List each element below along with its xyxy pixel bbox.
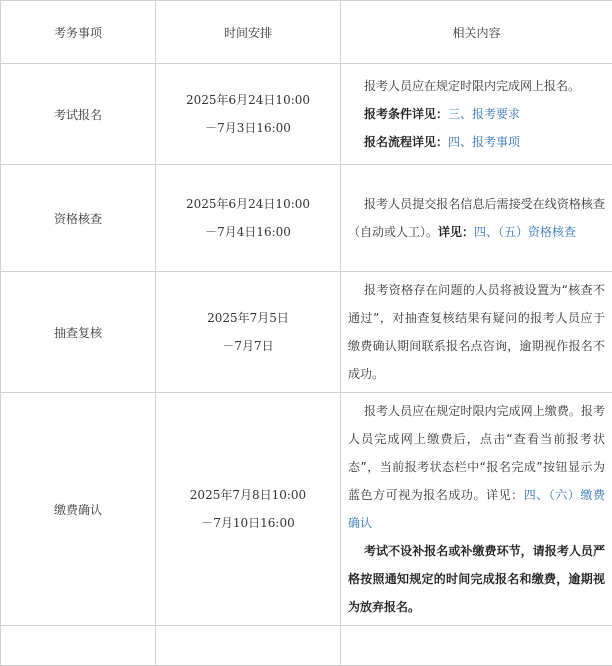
detail-line: [348, 128, 605, 156]
time-start: 2025年7月5日: [156, 304, 340, 332]
detail-text: 报考人员提交报名信息后需接受在线资格核查（自动或人工）。: [348, 197, 605, 239]
time-end: －7月7日: [156, 332, 340, 360]
row-item-label: 考试报名: [1, 64, 156, 165]
header-related-content: 相关内容: [341, 1, 612, 64]
table-header-row: [1, 1, 612, 64]
header-exam-item: 考务事项: [1, 1, 156, 64]
link-exam-matters[interactable]: 四、报考事项: [448, 135, 520, 149]
time-end: －7月10日16:00: [156, 509, 340, 537]
table-row-payment-confirmation: [1, 393, 612, 626]
detail-paragraph: [348, 397, 605, 537]
row-time-range: [156, 272, 341, 393]
time-start: 2025年6月24日10:00: [156, 190, 340, 218]
link-payment-confirmation[interactable]: 四、（六）缴费确认: [348, 488, 605, 530]
row-time-range: [156, 165, 341, 272]
detail-warning: 考试不设补报名或补缴费环节，请报考人员严格按照通知规定的时间完成报名和缴费，逾期视为放弃报名。: [348, 537, 605, 621]
detail-label: 报考条件详见：: [364, 107, 448, 121]
header-time-schedule: 时间安排: [156, 1, 341, 64]
row-item-label: 缴费确认: [1, 393, 156, 626]
table-row-qualification-check: [1, 165, 612, 272]
detail-text: 报考人员应在规定时限内完成网上报名。: [348, 72, 605, 100]
row-detail: [341, 393, 612, 626]
row-time-range: [156, 626, 341, 666]
row-time-range: [156, 393, 341, 626]
detail-label: 详见：: [438, 225, 474, 239]
detail-paragraph: [348, 190, 605, 246]
row-detail: [341, 165, 612, 272]
detail-text: 报考资格存在问题的人员将被设置为“核查不通过”，对抽查复核结果有疑问的报考人员应于缴费确认期间联系报名点咨询，逾期视作报名不成功。: [348, 276, 605, 388]
table-row-registration: [1, 64, 612, 165]
time-end: －7月4日16:00: [156, 218, 340, 246]
detail-text: 报考人员应在规定时限内完成网上缴费。报考人员完成网上缴费后，点击“查看当前报考状态”，当前报考状态栏中“报名完成”按钮显示为蓝色方可视为报名成功。详见：: [348, 404, 605, 502]
detail-line: [348, 100, 605, 128]
row-detail: [341, 272, 612, 393]
row-time-range: [156, 64, 341, 165]
link-exam-requirements[interactable]: 三、报考要求: [448, 107, 520, 121]
row-item-label: 资格核查: [1, 165, 156, 272]
row-detail: [341, 64, 612, 165]
table-row-spot-review: [1, 272, 612, 393]
row-item-label: 抽查复核: [1, 272, 156, 393]
row-item-label: [1, 626, 156, 666]
table-row-next: [1, 626, 612, 666]
link-qualification-check[interactable]: 四、（五）资格核查: [474, 225, 576, 239]
time-start: 2025年7月8日10:00: [156, 481, 340, 509]
time-start: 2025年6月24日10:00: [156, 86, 340, 114]
row-detail: [341, 626, 612, 666]
time-end: －7月3日16:00: [156, 114, 340, 142]
detail-label: 报名流程详见：: [364, 135, 448, 149]
